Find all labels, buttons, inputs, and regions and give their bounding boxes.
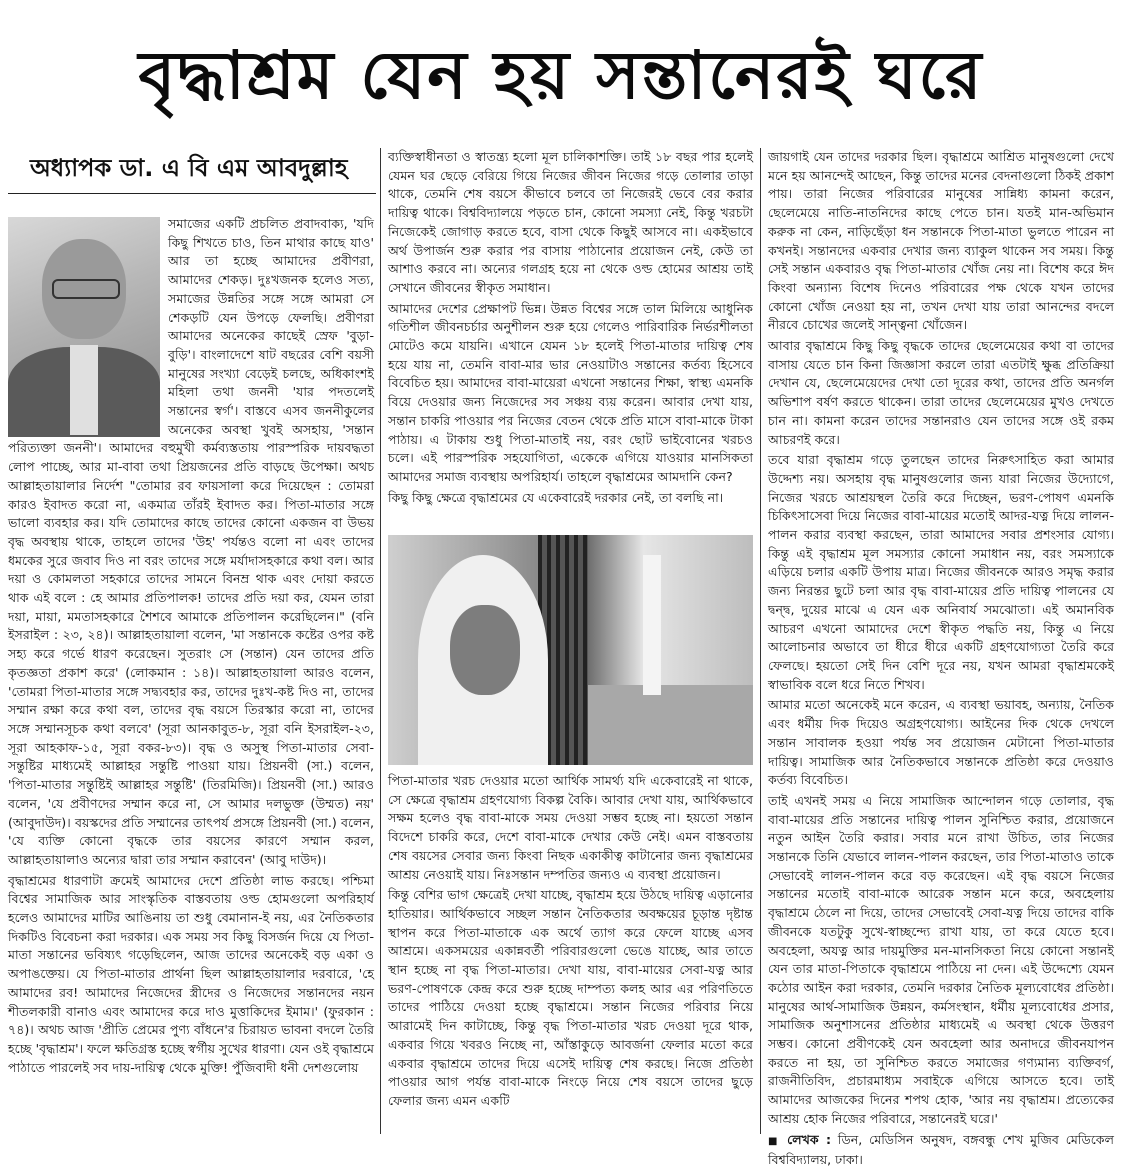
author-note: [768, 1131, 1114, 1170]
column-3: [768, 148, 1115, 1168]
column-divider-2: [760, 148, 761, 1134]
column-divider-1: [380, 148, 381, 1134]
byline: অধ্যাপক ডা. এ বি এম আবদুল্লাহ: [30, 154, 348, 182]
column-1: [8, 215, 374, 1140]
paragraph: কিন্তু বেশির ভাগ ক্ষেত্রেই দেখা যাচ্ছে, বৃদ্ধাশ্রম হয়ে উঠছে দায়িত্ব এড়ানোর হাতিয়ার। আর্থিকভাবে সচ্ছল সন্তান নৈতিকতার অবক্ষয়ের চূড়ান্ত দৃষ্টান্ত স্থাপন করে পিতা-মাতাকে এক অর্থে ত্যাগ করে ফেলে যাচ্ছে এসব আশ্রমে। একসময়ের একান্নবর্তী পরিবারগুলো ভেঙে যাচ্ছে, আর তাতে স্থান হচ্ছে না বৃদ্ধ পিতা-মাতার। দেখা যায়, বাবা-মায়ের সেবা-যত্ন আর ভরণ-পোষণকে কেন্দ্র করে শুরু হচ্ছে দাম্পত্য কলহ আর এর পরিণতিতে তাদের পাঠিয়ে দেওয়া হচ্ছে বৃদ্ধাশ্রমে। সন্তান নিজের পরিবার নিয়ে আরামেই দিন কাটাচ্ছে, কিন্তু বৃদ্ধ পিতা-মাতার খরচ দেওয়া দূরে থাক, একবার গিয়ে খবরও নিচ্ছে না, আঁস্তাকুড়ে আবর্জনা ফেলার মতো করে একবার বৃদ্ধাশ্রমে তাদের দিয়ে এসেই দায়িত্ব শেষ করছে। নিজে প্রতিষ্ঠা পাওয়ার আগ পর্যন্ত বাবা-মাকে নিংড়ে নিয়ে শেষ বয়সে তাদের ছুড়ে ফেলার জন্য এমন একটি: [388, 887, 753, 1108]
paragraph: আবার বৃদ্ধাশ্রমে কিছু কিছু বৃদ্ধকে তাদের ছেলেমেয়ের কথা বা তাদের বাসায় যেতে চান কিনা জিজ্ঞাসা করলে তারা এতটাই ক্ষুব্ধ প্রতিক্রিয়া দেখান যে, ছেলেমেয়েদের দেখা তো দূরের কথা, তাদের প্রতি অনর্গল অভিশাপ বর্ষণ করতে থাকেন। তারা তাদের ছেলেমেয়ের মুখও দেখতে চান না। কামনা করেন তাদের সন্তানরাও যেন তাদের সঙ্গে ওই রকম আচরণই করে।: [768, 338, 1114, 447]
bullet-square-icon: ■: [768, 1135, 781, 1147]
paragraph: আমাদের দেশের প্রেক্ষাপট ভিন্ন। উন্নত বিশ্বের সঙ্গে তাল মিলিয়ে আধুনিক গতিশীল জীবনচর্চার অনুশীলন শুরু হয়ে গেলেও পারিবারিক নির্ভরশীলতা মোটেও কমে যায়নি। এখানে যেমন ১৮ হলেই পিতা-মাতার দায়িত্ব শেষ হয়ে যায় না, তেমনি বাবা-মার ভার নেওয়াটাও সন্তানের কর্তব্য হিসেবে বিবেচিত হয়। আমাদের বাবা-মায়েরা এখনো সন্তানের শিক্ষা, স্বাস্থ্য এমনকি বিয়ে দেওয়ার জন্য নিজেদের সব সঞ্চয় ব্যয় করেন। আবার দেখা যায়, সন্তান চাকরি পাওয়ার পর নিজের বেতন থেকে প্রতি মাসে বাবা-মাকে টাকা পাঠায়। এ টাকায় শুধু পিতা-মাতাই নয়, বরং ছোট ভাইবোনের খরচও চলে। এই পারস্পরিক সহযোগিতা, একেকে এগিয়ে যাওয়ার মানসিকতা আমাদের সমাজ ব্যবস্থায় অপরিহার্য। তাহলে বৃদ্ধাশ্রমের আমদানি কেন?: [388, 300, 753, 484]
paragraph: তাই এখনই সময় এ নিয়ে সামাজিক আন্দোলন গড়ে তোলার, বৃদ্ধ বাবা-মায়ের প্রতি সন্তানের দায়িত্ব পালন সুনিশ্চিত করার, প্রয়োজনে নতুন আইন তৈরি করার। সবার মনে রাখা উচিত, তার নিজের সন্তানকে তিনি যেভাবে লালন-পালন করছেন, তার পিতা-মাতাও তাকে সেভাবেই লালন-পালন করে বড় করেছেন। এই বৃদ্ধ বয়সে নিজের সন্তানের মতোই বাবা-মাকে আরেক সন্তান মনে করে, অবহেলায় বৃদ্ধাশ্রমে ঠেলে না দিয়ে, তাদের সেভাবেই সেবা-যত্ন দিয়ে তাদের বাকি জীবনকে যতটুকু সুখে-স্বাচ্ছন্দ্যে রাখা যায়, তা করে যেতে হবে। অবহেলা, অযত্ন আর দায়মুক্তির মন-মানসিকতা নিয়ে কোনো সন্তানই যেন তার মাতা-পিতাকে বৃদ্ধাশ্রমে পাঠিয়ে না দেন। এই উদ্দেশ্যে যেমন কঠোর আইন করা দরকার, তেমনি দরকার নৈতিক মূল্যবোধের প্রতিষ্ঠা। মানুষের আর্থ-সামাজিক উন্নয়ন, কর্মসংস্থান, ধর্মীয় মূল্যবোধের প্রসার, সামাজিক অনুশাসনের প্রতিষ্ঠার মাধ্যমেই এ অবস্থা থেকে উত্তরণ সম্ভব। কোনো প্রবীণকেই যেন অবহেলা আর অনাদরে জীবনযাপন করতে না হয়, তা সুনিশ্চিত করতে সমাজের গণ্যমান্য ব্যক্তিবর্গ, রাজনীতিবিদ, প্রচারমাধ্যম সবাইকে এগিয়ে আসতে হবে। তাই আমাদের আজকের দিনের শপথ হোক, 'আর নয় বৃদ্ধাশ্রম। প্রত্যেকের আশ্রয় হোক নিজের পরিবারে, সন্তানেরই ঘরে।': [768, 792, 1114, 1126]
author-photo: [8, 217, 160, 432]
byline-rule: [8, 193, 376, 194]
paragraph: সমাজের একটি প্রচলিত প্রবাদবাক্য, 'যদি কিছু শিখতে চাও, তিন মাথার কাছে যাও' আর তা হচ্ছে আমাদের প্রবীণরা, আমাদের শেকড়। দুঃখজনক হলেও সত্য, সমাজের উন্নতির সঙ্গে সঙ্গে আমরা সে শেকড়টি যেন উপড়ে ফেলছি। প্রবীণরা আমাদের অনেকের কাছেই স্রেফ 'বুড়া-বুড়ি'। বাংলাদেশে ষাট বছরের বেশি বয়সী মানুষের সংখ্যা বেড়েই চলছে, অধিকাংশই মহিলা তথা জননী 'যার পদতলেই সন্তানের স্বর্গ'। বাস্তবে এসব জননীকুলের অনেকের অবস্থা খুবই অসহায়, 'সন্তান পরিত্যক্তা জননী'। আমাদের বহুমুখী কর্মব্যস্ততায় পারস্পরিক দায়বদ্ধতা লোপ পাচ্ছে, আর মা-বাবা তথা প্রিয়জনের প্রতি বাড়ছে উপেক্ষা। অথচ আল্লাহতায়ালার নির্দেশ "তোমার রব ফায়সালা করে দিয়েছেন : তোমরা কারও ইবাদত করো না, একমাত্র তাঁরই ইবাদত কর। পিতা-মাতার সঙ্গে ভালো ব্যবহার কর। যদি তোমাদের কাছে তাদের কোনো একজন বা উভয় বৃদ্ধ অবস্থায় থাকে, তাহলে তাদের 'উহ' পর্যন্তও বলো না এবং তাদের ধমকের সুরে জবাব দিও না বরং তাদের সঙ্গে মর্যাদাসহকারে কথা বল। আর দয়া ও কোমলতা সহকারে তাদের সামনে বিনম্র থাক এবং দোয়া করতে থাক এই বলে : হে আমার প্রতিপালক! তাদের প্রতি দয়া কর, যেমন তারা দয়া, মায়া, মমতাসহকারে শৈশবে আমাকে প্রতিপালন করেছিলেন।" (বনি ইসরাইল : ২৩, ২৪)। আল্লাহতায়ালা বলেন, 'মা সন্তানকে কষ্টের ওপর কষ্ট সহ্য করে গর্ভে ধারণ করেছেন। সুতরাং সে (সন্তান) যেন তাদের প্রতি কৃতজ্ঞতা প্রকাশ করে' (লোকমান : ১৪)। আল্লাহতায়ালা আরও বলেন, 'তোমরা পিতা-মাতার সঙ্গে সদ্ব্যবহার কর, তাদের দুঃখ-কষ্ট দিও না, তাদের সম্মান রক্ষা করে কথা বল, তাদের বৃদ্ধ বয়সে তিরস্কার করো না, তাদের সঙ্গে সম্মানসূচক কথা বলবে' (সূরা আনকাবুত-৮, সূরা বনি ইসরাইল-২৩, সূরা আহকাফ-১৫, সূরা বকর-৮৩)। বৃদ্ধ ও অসুস্থ পিতা-মাতার সেবা-সন্তুষ্টির মাধ্যমেই আল্লাহর সন্তুষ্টি পাওয়া যায়। প্রিয়নবী (সা.) বলেন, 'পিতা-মাতার সন্তুষ্টিই আল্লাহর সন্তুষ্টি' (তিরমিজি)। প্রিয়নবী (সা.) আরও বলেন, 'যে প্রবীণদের সম্মান করে না, সে আমার দলভুক্ত (উম্মত) নয়' (আবুদাউদ)। বয়স্কদের প্রতি সম্মানের তাৎপর্য প্রসঙ্গে প্রিয়নবী (সা.) বলেন, 'যে ব্যক্তি কোনো বৃদ্ধকে তার বয়সের কারণে সম্মান করল, আল্লাহতায়ালাও অন্যের দ্বারা তার সম্মান করাবেন' (আবু দাউদ)।: [8, 216, 374, 867]
paragraph: তবে যারা বৃদ্ধাশ্রম গড়ে তুলছেন তাদের নিরুৎসাহিত করা আমার উদ্দেশ্য নয়। অসহায় বৃদ্ধ মানুষগুলোর জন্য যারা নিজের উদ্যোগে, নিজের খরচে আশ্রয়স্থল তৈরি করে দিচ্ছেন, ভরণ-পোষণ এমনকি চিকিৎসাসেবা দিয়ে নিজের বাবা-মায়ের মতোই আদর-যত্ন দিয়ে লালন-পালন করার ব্যবস্থা করছেন, তারা আমাদের সবার প্রশংসার যোগ্য। কিন্তু এই বৃদ্ধাশ্রম মূল সমস্যার কোনো সমাধান নয়, বরং সমস্যাকে এড়িয়ে চলার একটি উপায় মাত্র। নিজের জীবনকে আরও সমৃদ্ধ করার জন্য নিরন্তর ছুটে চলা আর বৃদ্ধ বাবা-মায়ের প্রতি দায়িত্ব পালনের যে দ্বন্দ্ব, দুয়ের মাঝে এ যেন এক অনিবার্য সমঝোতা। এই অমানবিক আচরণ এখনো আমাদের দেশে স্বীকৃত পদ্ধতি নয়, কিন্তু এ নিয়ে আলোচনার অভাবে তা ধীরে ধীরে একটি গ্রহণযোগ্যতা তৈরি করে ফেলছে। হয়তো সেই দিন বেশি দূরে নয়, যখন আমরা বৃদ্ধাশ্রমকেই স্বাভাবিক বলে ধরে নিতে শিখব।: [768, 452, 1114, 692]
paragraph: জায়গাই যেন তাদের দরকার ছিল। বৃদ্ধাশ্রমে আশ্রিত মানুষগুলো দেখে মনে হয় আনন্দেই আছেন, কিন্তু তাদের মনের বেদনাগুলো ঠিকই প্রকাশ পায়। তারা নিজের পরিবারের মানুষের সান্নিধ্য কামনা করেন, ছেলেমেয়ে নাতি-নাতনিদের কাছে পেতে চান। যতই মান-অভিমান করুক না কেন, নাড়িছেঁড়া ধন সন্তানকে পিতা-মাতা ভুলতে পারেন না কখনই। সন্তানদের একবার দেখার জন্য ব্যাকুল থাকেন সব সময়। কিন্তু সেই সন্তান একবারও বৃদ্ধ পিতা-মাতার খোঁজ নেয় না। বিশেষ করে ঈদ কিংবা অন্যান্য বিশেষ দিনেও পরিবারের পক্ষ থেকে যখন তাদের কোনো খোঁজ নেওয়া হয় না, তখন দেখা যায় তারা আনন্দের বদলে নীরবে চোখের জলেই সান্ত্বনা খোঁজেন।: [768, 149, 1114, 333]
elderly-woman-photo: [388, 535, 753, 765]
paragraph: পিতা-মাতার খরচ দেওয়ার মতো আর্থিক সামর্থ্য যদি একেবারেই না থাকে, সে ক্ষেত্রে বৃদ্ধাশ্রম গ্রহণযোগ্য বিকল্প বৈকি। আবার দেখা যায়, আর্থিকভাবে সক্ষম হলেও বৃদ্ধ বাবা-মাকে সময় দেওয়া সম্ভব হচ্ছে না। হয়তো সন্তান বিদেশে চাকরি করে, দেশে বাবা-মাকে দেখার কেউ নেই। এমন বাস্তবতায় শেষ বয়সের সেবার জন্য কিংবা নিছক একাকীত্ব কাটানোর জন্য বৃদ্ধাশ্রমের আশ্রয় নেওয়াই যায়। নিঃসন্তান দম্পতির জন্যও এ ব্যবস্থা প্রয়োজন।: [388, 773, 753, 882]
column-2-top: [388, 148, 753, 528]
paragraph: কিছু কিছু ক্ষেত্রে বৃদ্ধাশ্রমের যে একেবারেই দরকার নেই, তা বলছি না।: [388, 489, 724, 505]
paragraph: ব্যক্তিস্বাধীনতা ও স্বাতন্ত্র্য হলো মূল চালিকাশক্তি। তাই ১৮ বছর পার হলেই যেমন ঘর ছেড়ে বেরিয়ে গিয়ে নিজের জীবন নিজের গড়ে তোলার তাড়া থাকে, তেমনি শেষ বয়সে কীভাবে চলবে তা নিজেরই ভেবে বের করার দায়িত্ব থাকে। বিশ্ববিদ্যালয়ে পড়তে চান, কোনো সমস্যা নেই, কিন্তু খরচটা নিজেকেই জোগাড় করতে হবে, বাসা থেকে কিছুই আসবে না। একইভাবে অর্থ উপার্জন শুরু করার পর বাসায় পাঠানোর প্রয়োজন নেই, কেউ তা আশাও করবে না। অন্যের গলগ্রহ হয়ে না থেকে ওল্ড হোমের আশ্রয় তাই সেখানে জীবনের স্বীকৃত সমাধান।: [388, 149, 753, 295]
paragraph: আমার মতো অনেকেই মনে করেন, এ ব্যবস্থা ভয়াবহ, অন্যায়, নৈতিক এবং ধর্মীয় দিক দিয়েও অগ্রহণযোগ্য। আইনের দিক থেকে দেখলে সন্তান সাবালক হওয়া পর্যন্ত সব প্রয়োজন মেটানো পিতা-মাতার দায়িত্ব। সামাজিক আর নৈতিকভাবে সন্তানকে প্রতিষ্ঠা করে দেওয়াও কর্তব্য বিবেচিত।: [768, 697, 1114, 788]
paragraph: বৃদ্ধাশ্রমের ধারণাটা ক্রমেই আমাদের দেশে প্রতিষ্ঠা লাভ করছে। পশ্চিমা বিশ্বের সামাজিক আর সাংস্কৃতিক বাস্তবতায় ওল্ড হোমগুলো অপরিহার্য হলেও আমাদের মাটির আঙিনায় তা শুধু বেমানান-ই নয়, এর নৈতিকতার দিকটিও বিবেচনা করা দরকার। এক সময় সব কিছু বিসর্জন দিয়ে যে পিতা-মাতা সন্তানের ভবিষ্যৎ গড়েছিলেন, আজ তাদের অনেকেই বড় একা ও অপাঙক্তেয়। যে পিতা-মাতার প্রার্থনা ছিল আল্লাহতায়ালার দরবারে, 'হে আমাদের রব! আমাদের নিজেদের স্ত্রীদের ও নিজেদের সন্তানদের নয়ন শীতলকারী বানাও এবং আমাদের করে দাও মুত্তাকিদের ইমাম।' (ফুরকান : ৭৪)। অথচ আজ 'প্রীতি প্রেমের পুণ্য বাঁধনে'র চিরায়ত ভাবনা বদলে তৈরি হচ্ছে 'বৃদ্ধাশ্রম'। ফলে ক্ষতিগ্রস্ত হচ্ছে স্বর্গীয় সুখের ধারণা। যেন ওই বৃদ্ধাশ্রমে পাঠাতে পারলেই সব দায়-দায়িত্ব থেকে মুক্তি! পুঁজিবাদী ধনী দেশগুলোয়: [8, 872, 374, 1075]
column-2-bottom: [388, 772, 753, 1140]
author-note-text: ডিন, মেডিসিন অনুষদ, বঙ্গবন্ধু শেখ মুজিব মেডিকেল বিশ্ববিদ্যালয়, ঢাকা।: [768, 1131, 1115, 1168]
author-note-label: লেখক :: [787, 1131, 831, 1147]
headline: বৃদ্ধাশ্রম যেন হয় সন্তানেরই ঘরে: [138, 36, 984, 114]
